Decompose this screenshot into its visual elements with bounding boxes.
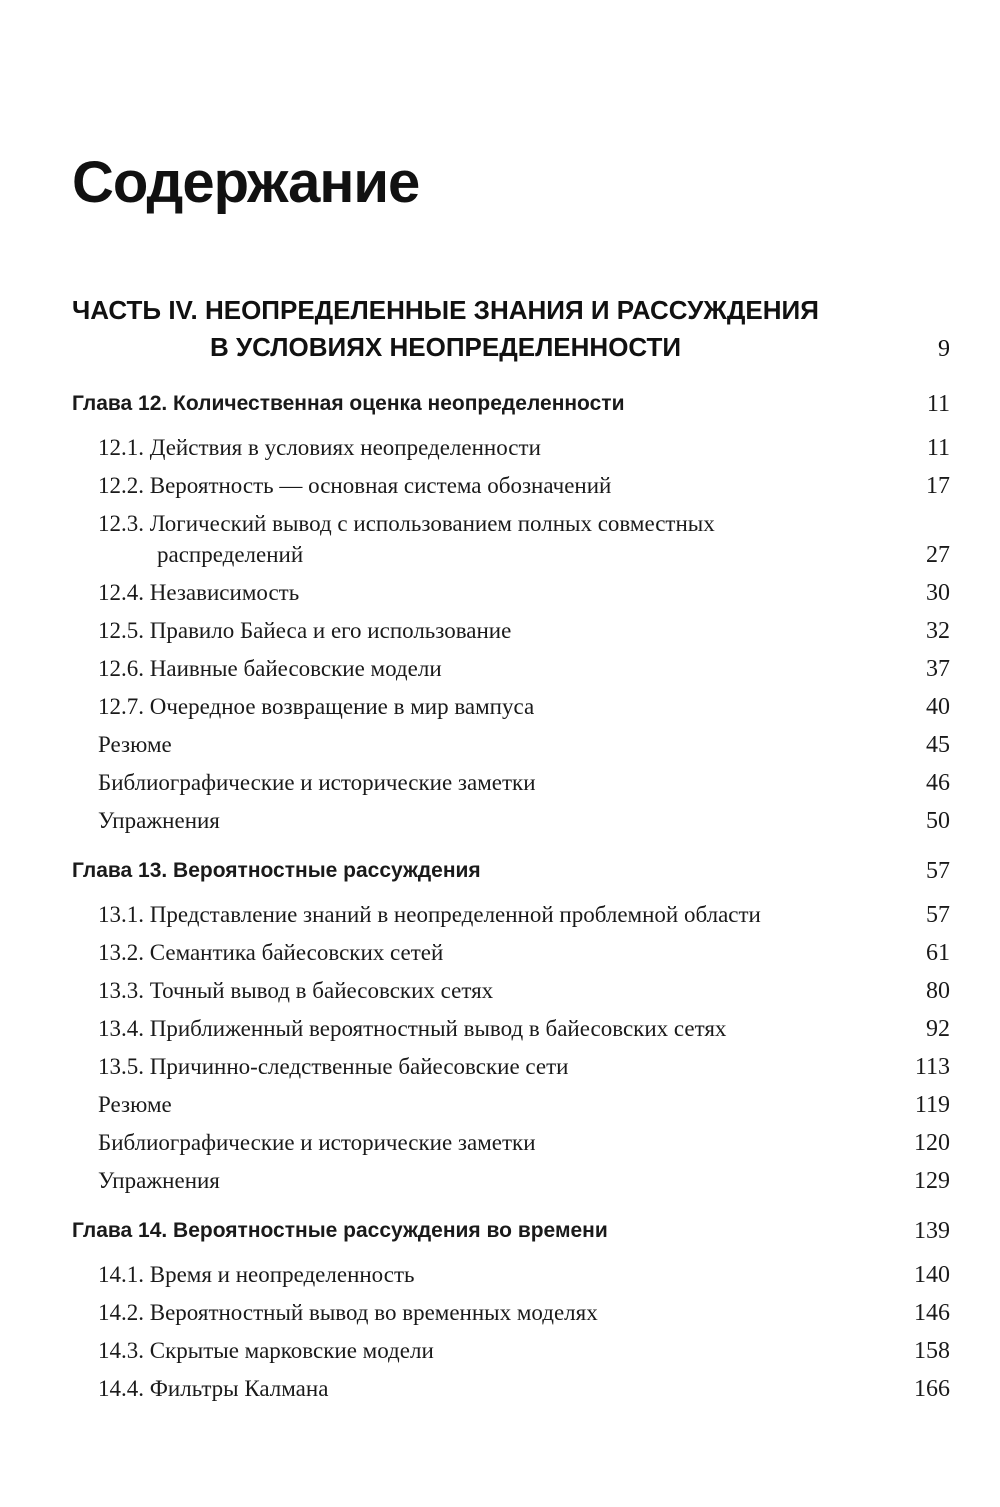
entry-page-number: 30 [926, 580, 950, 606]
entry-page-number: 57 [926, 902, 950, 928]
entry-page-number: 32 [926, 618, 950, 644]
entry-page-number: 17 [926, 473, 950, 499]
entry-title: 14.2. Вероятностный вывод во временных моделях [98, 1300, 598, 1325]
part-page-number: 9 [938, 336, 950, 362]
entry-title: 12.5. Правило Байеса и его использование [98, 618, 512, 643]
chapter-title: Глава 12. Количественная оценка неопределенности [72, 392, 625, 415]
entry-page-number: 46 [926, 770, 950, 796]
entry-title: 12.2. Вероятность — основная система обозначений [98, 473, 612, 498]
entry-page-number: 120 [914, 1130, 950, 1156]
toc-entry-12-7[interactable] [72, 691, 950, 723]
toc-entry-13-1[interactable] [72, 899, 950, 931]
toc-entry-12-6[interactable] [72, 653, 950, 685]
chapter-14-entry[interactable] [72, 1215, 950, 1247]
entry-title: 13.5. Причинно-следственные байесовские сети [98, 1054, 569, 1079]
toc-entry-13-exercises[interactable] [72, 1165, 950, 1197]
toc-entry-13-2[interactable] [72, 937, 950, 969]
toc-entry-12-3[interactable] [72, 508, 950, 572]
entry-title-continuation: распределений [157, 542, 304, 567]
entry-title: 14.1. Время и неопределенность [98, 1262, 415, 1287]
entry-page-number: 146 [914, 1300, 950, 1326]
entry-page-number: 11 [926, 435, 950, 461]
entry-title: 12.3. Логический вывод с использованием полных совместных [98, 511, 715, 536]
toc-entry-14-4[interactable] [72, 1373, 950, 1405]
chapter-title: Глава 14. Вероятностные рассуждения во времени [72, 1219, 608, 1242]
entry-page-number: 37 [926, 656, 950, 682]
part-title-line-1: ЧАСТЬ IV. НЕОПРЕДЕЛЕННЫЕ ЗНАНИЯ И РАССУЖДЕНИЯ [72, 295, 819, 325]
entry-title: Резюме [98, 732, 172, 757]
toc-entry-13-3[interactable] [72, 975, 950, 1007]
toc-entry-12-2[interactable] [72, 470, 950, 502]
entry-page-number: 140 [914, 1262, 950, 1288]
entry-page-number: 119 [914, 1092, 950, 1118]
entry-page-number: 113 [914, 1054, 950, 1080]
toc-entry-12-5[interactable] [72, 615, 950, 647]
entry-title: 14.4. Фильтры Калмана [98, 1376, 329, 1401]
entry-title: Резюме [98, 1092, 172, 1117]
entry-page-number: 50 [926, 808, 950, 834]
entry-title: 13.2. Семантика байесовских сетей [98, 940, 444, 965]
chapter-page-number: 57 [926, 858, 950, 884]
entry-title: 12.4. Независимость [98, 580, 300, 605]
entry-page-number: 80 [926, 978, 950, 1004]
entry-title: 12.7. Очередное возвращение в мир вампуса [98, 694, 535, 719]
entry-page-number: 92 [926, 1016, 950, 1042]
entry-page-number: 40 [926, 694, 950, 720]
chapter-12-entry[interactable] [72, 388, 950, 420]
entry-title: 14.3. Скрытые марковские модели [98, 1338, 434, 1363]
toc-entry-13-5[interactable] [72, 1051, 950, 1083]
toc-entry-14-3[interactable] [72, 1335, 950, 1367]
entry-title: Упражнения [98, 808, 220, 833]
entry-page-number: 158 [914, 1338, 950, 1364]
entry-title: 12.6. Наивные байесовские модели [98, 656, 442, 681]
toc-entry-12-4[interactable] [72, 577, 950, 609]
chapter-page-number: 139 [914, 1218, 950, 1244]
entry-title: 12.1. Действия в условиях неопределенности [98, 435, 541, 460]
entry-title: Упражнения [98, 1168, 220, 1193]
toc-entry-12-exercises[interactable] [72, 805, 950, 837]
entry-title: 13.3. Точный вывод в байесовских сетях [98, 978, 494, 1003]
entry-page-number: 45 [926, 732, 950, 758]
toc-entry-14-2[interactable] [72, 1297, 950, 1329]
toc-entry-12-1[interactable] [72, 432, 950, 464]
part-title-line-2: В УСЛОВИЯХ НЕОПРЕДЕЛЕННОСТИ [210, 332, 682, 362]
entry-page-number: 166 [914, 1376, 950, 1402]
toc-entry-14-1[interactable] [72, 1259, 950, 1291]
entry-title: Библиографические и исторические заметки [98, 1130, 536, 1155]
toc-entry-13-summary[interactable] [72, 1089, 950, 1121]
toc-entry-12-summary[interactable] [72, 729, 950, 761]
part-heading[interactable] [72, 292, 950, 372]
toc-entry-13-4[interactable] [72, 1013, 950, 1045]
page-title: Содержание [72, 150, 420, 215]
entry-page-number: 61 [926, 940, 950, 966]
entry-title: 13.4. Приближенный вероятностный вывод в байесовских сетях [98, 1016, 727, 1041]
chapter-title: Глава 13. Вероятностные рассуждения [72, 859, 481, 882]
entry-page-number: 129 [914, 1168, 950, 1194]
chapter-page-number: 11 [926, 391, 950, 417]
entry-page-number: 27 [926, 542, 950, 568]
entry-title: 13.1. Представление знаний в неопределенной проблемной области [98, 902, 761, 927]
chapter-13-entry[interactable] [72, 855, 950, 887]
toc-entry-13-bibliography[interactable] [72, 1127, 950, 1159]
entry-title: Библиографические и исторические заметки [98, 770, 536, 795]
toc-entry-12-bibliography[interactable] [72, 767, 950, 799]
